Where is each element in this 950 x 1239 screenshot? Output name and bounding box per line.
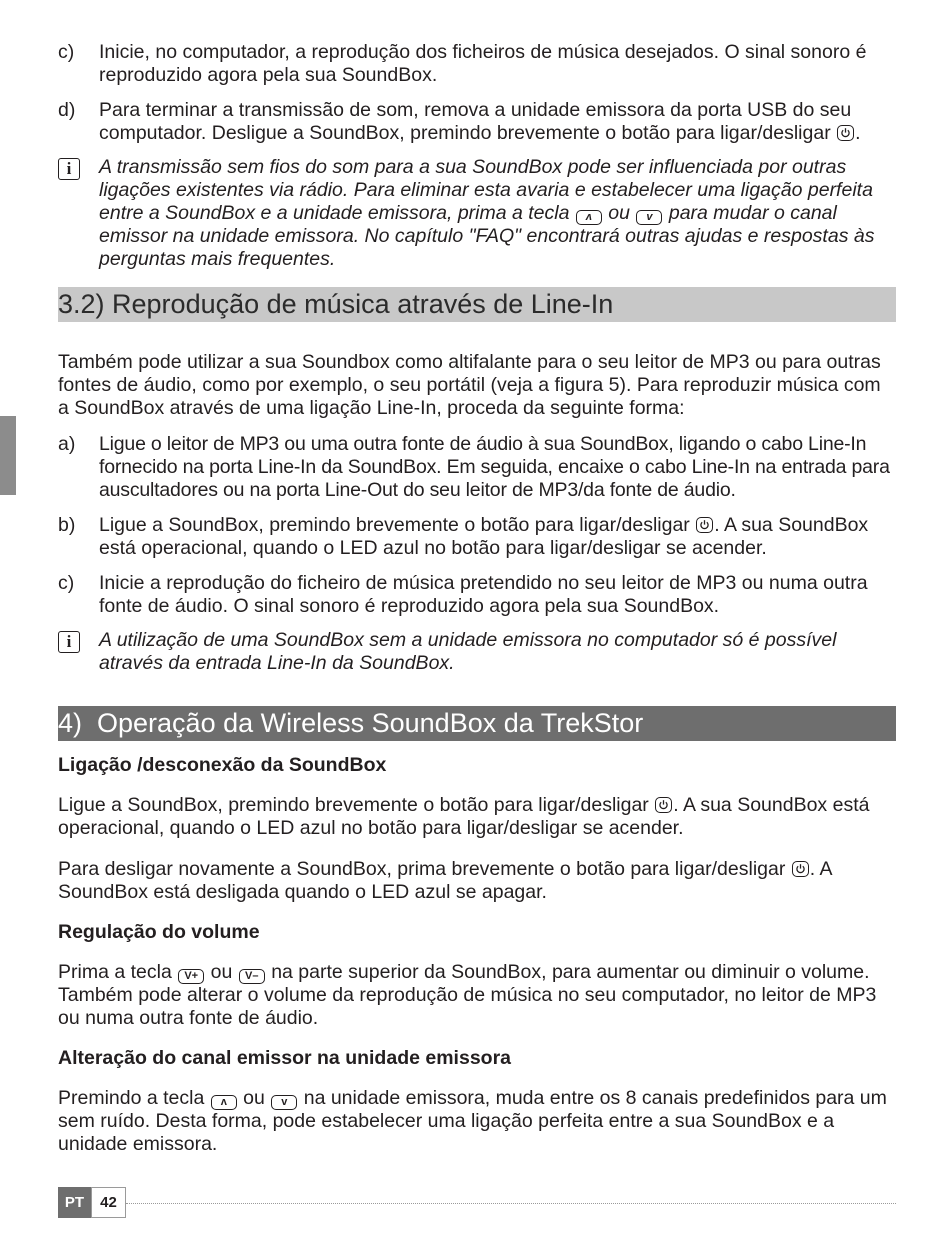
info-text-part: para mudar o canal emissor na unidade emissora. No capítulo "FAQ" encontrará outras ajudas e respostas às perguntas mais frequentes. — [99, 202, 875, 270]
info-text: A utilização de uma SoundBox sem a unidade emissora no computador só é possível através da entrada Line-In da SoundBox. — [99, 629, 837, 674]
paragraph-volume — [58, 961, 896, 1030]
channel-down-key-icon: v — [271, 1095, 297, 1110]
subheading-power: Ligação /desconexão da SoundBox — [58, 754, 387, 776]
subheading-channel: Alteração do canal emissor na unidade emissora — [58, 1047, 512, 1069]
chapter-edge-tab — [0, 416, 16, 495]
list-text — [99, 514, 896, 560]
power-icon — [837, 125, 854, 141]
list-label: a) — [58, 433, 76, 455]
list-text-part: . — [855, 122, 861, 144]
list-text-part: Ligue a SoundBox, premindo brevemente o botão para ligar/desligar — [99, 514, 690, 536]
section-header-4: 4) Operação da Wireless SoundBox da TrekStor — [58, 706, 896, 741]
list-label: c) — [58, 41, 75, 63]
list-label: b) — [58, 514, 76, 536]
paragraph-text-part: Ligue a SoundBox, premindo brevemente o botão para ligar/desligar — [58, 794, 649, 816]
language-tag: PT — [58, 1187, 91, 1218]
list-item-b — [58, 514, 896, 560]
channel-down-key-icon: v — [636, 210, 662, 225]
paragraph-text-part: Premindo a tecla — [58, 1087, 205, 1109]
footer-dotted-rule — [126, 1203, 896, 1204]
list-text-part: . A sua SoundBox está operacional, quando o LED azul no botão para ligar/desligar se acender. — [99, 514, 869, 559]
list-text — [99, 99, 896, 145]
paragraph-power-on — [58, 794, 896, 840]
info-icon: i — [58, 158, 80, 180]
info-text — [99, 156, 896, 271]
info-note — [58, 629, 896, 675]
info-note — [58, 156, 896, 271]
list-label: c) — [58, 572, 75, 594]
paragraph-channel — [58, 1087, 896, 1156]
paragraph-text-part: na unidade emissora, muda entre os 8 canais predefinidos para um sem ruído. Desta forma, pode estabelecer uma ligação perfeita entre a sua SoundBox e a unidade emissora. — [58, 1087, 887, 1155]
paragraph-text-part: na parte superior da SoundBox, para aumentar ou diminuir o volume. Também pode alterar o volume da reprodução de música no seu computador, no leitor de MP3 ou numa outra fonte de áudio. — [58, 961, 877, 1029]
power-icon — [655, 797, 672, 813]
section-intro: Também pode utilizar a sua Soundbox como altifalante para o seu leitor de MP3 ou para outras fontes de áudio, como por exemplo, o seu portátil (veja a figura 5). Para reproduzir música com a SoundBox através de uma ligação Line-In, proceda da seguinte forma: — [58, 351, 881, 419]
list-item-c2 — [58, 572, 896, 618]
paragraph-text-part: Para desligar novamente a SoundBox, prima brevemente o botão para ligar/desligar — [58, 858, 786, 880]
volume-down-key-icon: V– — [239, 969, 265, 984]
info-text-part: A transmissão sem fios do som para a sua SoundBox pode ser influenciada por outras ligações existentes via rádio. Para eliminar esta avaria e estabelecer uma ligação perfeita entre a SoundBox e a unidade emissora, prima a tecla — [99, 156, 873, 224]
power-icon — [792, 861, 809, 877]
paragraph-power-off — [58, 858, 896, 904]
paragraph-text-part: . A sua SoundBox está operacional, quando o LED azul no botão para ligar/desligar se acender. — [58, 794, 870, 839]
paragraph-text-part: Prima a tecla — [58, 961, 172, 983]
channel-up-key-icon: ʌ — [211, 1095, 237, 1110]
list-text-part: Para terminar a transmissão de som, remova a unidade emissora da porta USB do seu computador. Desligue a SoundBox, premindo brevemente o botão para ligar/desligar — [99, 99, 852, 144]
paragraph-text-part: ou — [210, 961, 233, 983]
list-label: d) — [58, 99, 76, 121]
channel-up-key-icon: ʌ — [576, 210, 602, 225]
list-text: Inicie a reprodução do ficheiro de música pretendido no seu leitor de MP3 ou numa outra fonte de áudio. O sinal sonoro é reproduzido agora pela sua SoundBox. — [99, 572, 868, 617]
list-item-c — [58, 41, 896, 87]
list-item-a — [58, 433, 896, 502]
page-number: 42 — [91, 1187, 126, 1218]
list-text: Ligue o leitor de MP3 ou uma outra fonte de áudio à sua SoundBox, ligando o cabo Line-In fornecido na porta Line-In da SoundBox. Em seguida, encaixe o cabo Line-In na entrada para auscultadores ou na porta Line-Out do seu leitor de MP3/da fonte de áudio. — [99, 433, 890, 501]
section-header-3-2: 3.2) Reprodução de música através de Line-In — [58, 287, 896, 322]
list-text: Inicie, no computador, a reprodução dos ficheiros de música desejados. O sinal sonoro é reproduzido agora pela sua SoundBox. — [99, 41, 867, 86]
info-icon: i — [58, 631, 80, 653]
paragraph-text-part: ou — [243, 1087, 265, 1109]
power-icon — [696, 517, 713, 533]
paragraph-text-part: . A SoundBox está desligada quando o LED azul se apagar. — [58, 858, 832, 903]
list-item-d — [58, 99, 896, 145]
volume-up-key-icon: V+ — [178, 969, 204, 984]
info-text-part: ou — [608, 202, 630, 224]
subheading-volume: Regulação do volume — [58, 921, 260, 943]
